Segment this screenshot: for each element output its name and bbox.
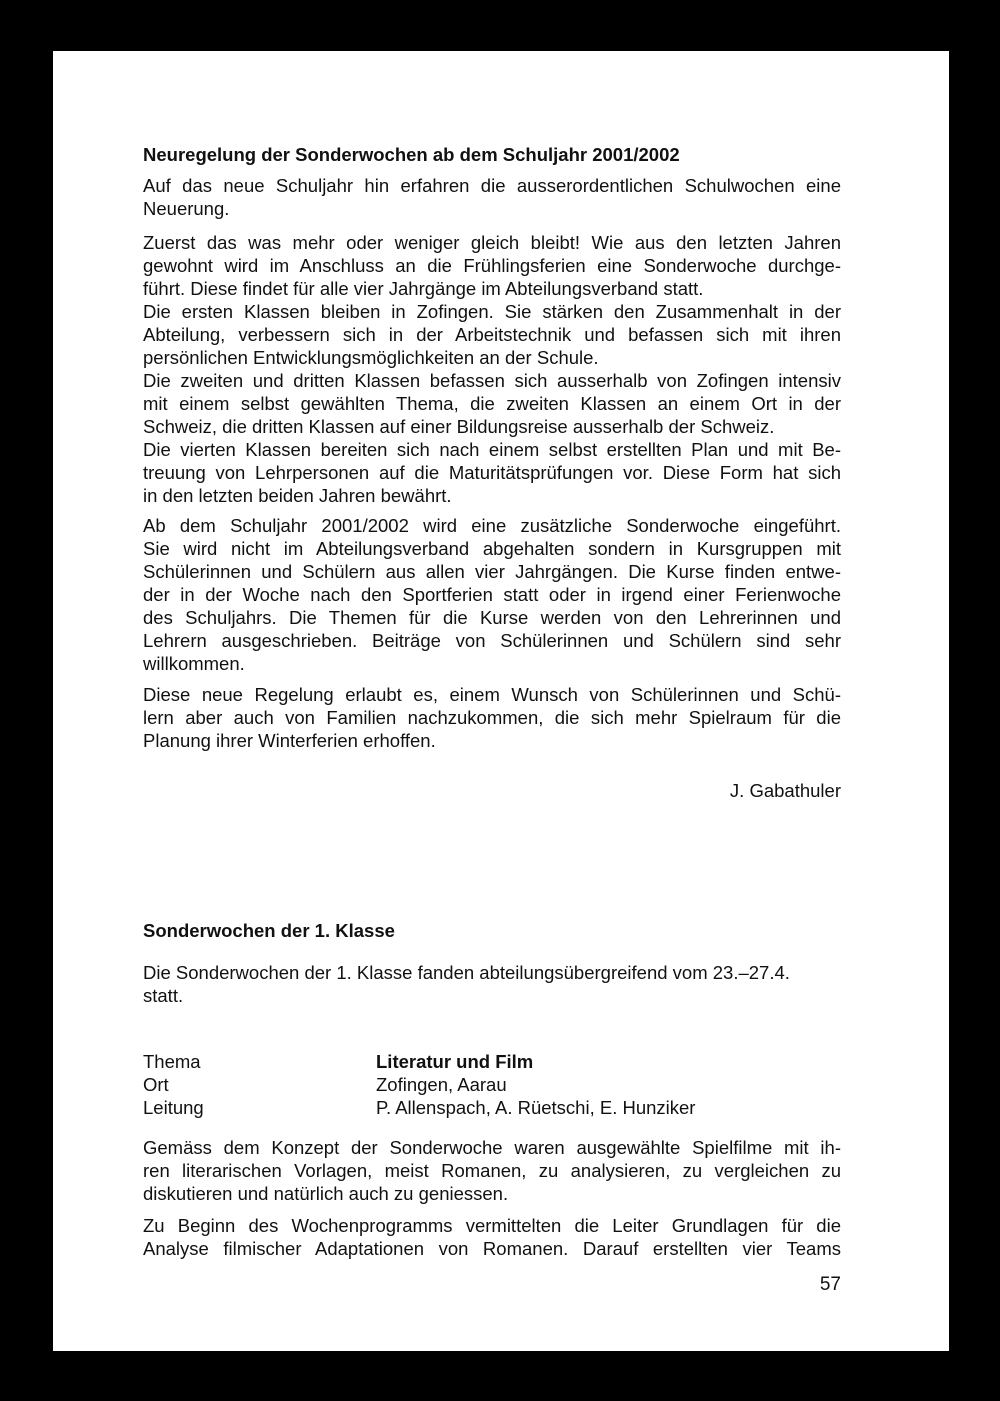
text-line: statt.: [143, 985, 184, 1006]
text-line: Lehrern ausgeschrieben. Beiträge von Schülerinnen und Schülern sind sehr: [143, 630, 841, 651]
signature: J. Gabathuler: [729, 780, 841, 801]
text-line: Die ersten Klassen bleiben in Zofingen. Sie stärken den Zusammenhalt in der: [143, 301, 841, 322]
text-line: Diese neue Regelung erlaubt es, einem Wunsch von Schülerinnen und Schü-: [143, 684, 841, 705]
text-line: treuung von Lehrpersonen auf die Maturitätsprüfungen vor. Diese Form hat sich: [143, 462, 841, 483]
section2-heading: Sonderwochen der 1. Klasse: [143, 920, 395, 941]
text-line: willkommen.: [143, 653, 245, 674]
section2-intro: [143, 961, 841, 1007]
text-line: Neuerung.: [143, 198, 230, 219]
text-line: führt. Diese findet für alle vier Jahrgänge im Abteilungsverband statt.: [143, 278, 704, 299]
section1-paragraph-2: [143, 231, 841, 507]
course-info: [143, 1050, 841, 1119]
text-line: gewohnt wird im Anschluss an die Frühlingsferien eine Sonderwoche durchge-: [143, 255, 841, 276]
section2-paragraph-1: [143, 1136, 841, 1205]
section1-heading: Neuregelung der Sonderwochen ab dem Schuljahr 2001/2002: [143, 144, 680, 165]
text-line: mit einem selbst gewählten Thema, die zweiten Klassen an einem Ort in der: [143, 393, 841, 414]
text-line: Planung ihrer Winterferien erhoffen.: [143, 730, 436, 751]
text-line: Schülerinnen und Schülern aus allen vier Jahrgängen. Die Kurse finden entwe-: [143, 561, 841, 582]
info-row-ort: [143, 1073, 841, 1096]
text-line: des Schuljahrs. Die Themen für die Kurse werden von den Lehrerinnen und: [143, 607, 841, 628]
info-value: Literatur und Film: [376, 1051, 534, 1072]
info-row-leitung: [143, 1096, 841, 1119]
text-line: Abteilung, verbessern sich in der Arbeitstechnik und befassen sich mit ihren: [143, 324, 841, 345]
text-line: ren literarischen Vorlagen, meist Romanen, zu analysieren, zu vergleichen zu: [143, 1160, 841, 1181]
section2-paragraph-2: [143, 1214, 841, 1260]
text-line: der in der Woche nach den Sportferien statt oder in irgend einer Ferienwoche: [143, 584, 841, 605]
info-label: Ort: [143, 1074, 169, 1095]
text-line: Die Sonderwochen der 1. Klasse fanden abteilungsübergreifend vom 23.–27.4.: [143, 962, 790, 983]
text-line: in den letzten beiden Jahren bewährt.: [143, 485, 452, 506]
text-line: Ab dem Schuljahr 2001/2002 wird eine zusätzliche Sonderwoche eingeführt.: [143, 515, 841, 536]
page-number: 57: [819, 1274, 841, 1295]
info-label: Leitung: [143, 1097, 204, 1118]
section1-paragraph-4: [143, 683, 841, 752]
info-label: Thema: [143, 1051, 201, 1072]
text-line: Auf das neue Schuljahr hin erfahren die ausserordentlichen Schulwochen eine: [143, 175, 841, 196]
info-value: P. Allenspach, A. Rüetschi, E. Hunziker: [376, 1097, 696, 1118]
info-value: Zofingen, Aarau: [376, 1074, 507, 1095]
text-line: lern aber auch von Familien nachzukommen, die sich mehr Spielraum für die: [143, 707, 841, 728]
text-line: Zuerst das was mehr oder weniger gleich bleibt! Wie aus den letzten Jahren: [143, 232, 841, 253]
text-line: Gemäss dem Konzept der Sonderwoche waren ausgewählte Spielfilme mit ih-: [143, 1137, 841, 1158]
info-row-thema: [143, 1050, 841, 1073]
text-line: Zu Beginn des Wochenprogramms vermittelten die Leiter Grundlagen für die: [143, 1215, 841, 1236]
text-line: diskutieren und natürlich auch zu geniessen.: [143, 1183, 509, 1204]
text-line: persönlichen Entwicklungsmöglichkeiten an der Schule.: [143, 347, 599, 368]
text-line: Die vierten Klassen bereiten sich nach einem selbst erstellten Plan und mit Be-: [143, 439, 841, 460]
text-line: Sie wird nicht im Abteilungsverband abgehalten sondern in Kursgruppen mit: [143, 538, 841, 559]
text-line: Schweiz, die dritten Klassen auf einer Bildungsreise ausserhalb der Schweiz.: [143, 416, 775, 437]
text-line: Analyse filmischer Adaptationen von Romanen. Darauf erstellten vier Teams: [143, 1238, 841, 1259]
section1-paragraph-3: [143, 514, 841, 675]
section1-paragraph-1: [143, 174, 841, 220]
document-page: [53, 51, 949, 1351]
text-line: Die zweiten und dritten Klassen befassen sich ausserhalb von Zofingen intensiv: [143, 370, 841, 391]
